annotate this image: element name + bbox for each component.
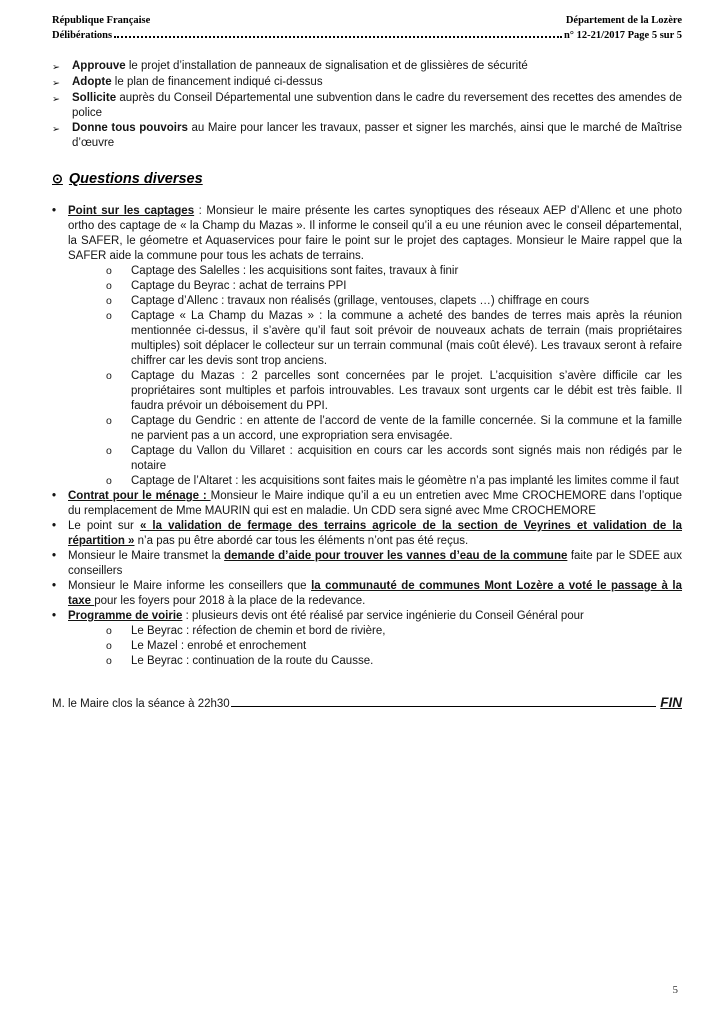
decision-item	[52, 91, 682, 121]
signature-line	[231, 705, 657, 707]
sub-item	[104, 639, 682, 654]
text-segment: Le Mazel : enrobé et enrochement	[131, 640, 307, 652]
text-segment: Monsieur le Maire indique qu’il a eu un entretien avec Mme CROCHEMORE dans l’optique du remplacement de Mme MAURIN qui est en maladie. Un CDD sera signé avec Mme CROCHEMORE	[68, 490, 682, 517]
question-item-text	[68, 519, 682, 549]
text-segment: Le Beyrac : continuation de la route du Causse.	[131, 655, 374, 667]
sub-item	[104, 369, 682, 414]
text-segment: n’a pas pu être abordé car tous les éléments n’ont pas été reçus.	[134, 535, 469, 547]
section-heading	[52, 171, 682, 187]
decision-item-text	[72, 75, 682, 90]
text-segment: le plan de financement indiqué ci-dessus	[111, 76, 323, 88]
sub-item-text	[131, 624, 682, 639]
circle-bullet-icon: o	[106, 415, 112, 427]
decision-item	[52, 121, 682, 151]
circled-dot-icon: ⊙	[52, 171, 63, 186]
decision-item	[52, 59, 682, 75]
text-segment: Captage des Salelles : les acquisitions sont faites, travaux à finir	[131, 265, 459, 277]
text-segment: : plusieurs devis ont été réalisé par service ingénierie du Conseil Général pour	[182, 610, 584, 622]
text-segment: pour les foyers pour 2018 à la place de la redevance.	[94, 595, 366, 607]
circle-bullet-icon: o	[106, 640, 112, 652]
sub-item	[104, 279, 682, 294]
arrow-bullet-icon: ➢	[52, 78, 60, 89]
text-segment: Captage du Vallon du Villaret : acquisition en cours car les accords sont signés mais non rédigés par le notaire	[131, 445, 682, 472]
decision-item	[52, 75, 682, 91]
question-item-text	[68, 579, 682, 609]
text-segment: la communauté de communes Mont Lozère a voté le passage à la taxe	[68, 580, 683, 607]
sub-item-text	[131, 294, 682, 309]
text-segment: Donne tous pouvoirs	[72, 122, 188, 134]
header-left: République Française	[52, 15, 151, 26]
text-segment: faite par le SDEE aux conseillers	[68, 550, 682, 577]
dot-bullet-icon: •	[52, 610, 57, 622]
sub-item	[104, 264, 682, 279]
sub-item	[104, 474, 682, 489]
sub-item-text	[131, 414, 682, 444]
text-segment: Captage du Beyrac : achat de terrains PPI	[131, 280, 347, 292]
text-segment: Adopte	[72, 76, 112, 88]
text-segment: Programme de voirie	[68, 610, 183, 622]
text-segment: Contrat pour le ménage :	[68, 490, 211, 502]
text-segment: Monsieur le Maire transmet la	[68, 550, 225, 562]
text-segment: le projet d’installation de panneaux de signalisation et de glissières de sécurité	[125, 60, 528, 72]
sub-item	[104, 309, 682, 369]
sub-item	[104, 294, 682, 309]
text-segment: Approuve	[72, 60, 126, 72]
arrow-bullet-icon: ➢	[52, 62, 60, 73]
text-segment: auprès du Conseil Départemental une subvention dans le cadre du reversement des recettes des amendes de police	[72, 92, 682, 119]
text-segment: Le point sur	[68, 520, 140, 532]
dot-bullet-icon: •	[52, 490, 57, 502]
text-segment: Monsieur le Maire informe les conseillers que	[68, 580, 312, 592]
document-header	[52, 14, 682, 43]
question-item-text	[68, 204, 682, 264]
section-title: Questions diverses	[68, 171, 203, 187]
sub-item-text	[131, 474, 682, 489]
circle-bullet-icon: o	[106, 265, 112, 277]
dotted-leader	[114, 35, 562, 38]
sub-item-text	[131, 444, 682, 474]
text-segment: Captage de l’Altaret : les acquisitions sont faites mais le géomètre n’a pas implanté les limites comme il faut	[131, 475, 679, 487]
circle-bullet-icon: o	[106, 475, 112, 487]
question-item	[52, 489, 682, 519]
circle-bullet-icon: o	[106, 370, 112, 382]
fin-label: FIN	[660, 695, 682, 710]
text-segment: Captage d’Allenc : travaux non réalisés (grillage, ventouses, clapets …) chiffrage en cours	[131, 295, 590, 307]
question-item	[52, 204, 682, 489]
sub-item-text	[131, 639, 682, 654]
page-number: 5	[672, 984, 678, 996]
circle-bullet-icon: o	[106, 295, 112, 307]
dot-bullet-icon: •	[52, 580, 57, 592]
decision-item-text	[72, 91, 682, 121]
header-right: Département de la Lozère	[565, 15, 682, 26]
sub-item	[104, 624, 682, 639]
sub-item	[104, 414, 682, 444]
sub-list	[52, 624, 682, 669]
sub-item-text	[131, 369, 682, 414]
sub-item-text	[131, 654, 682, 669]
closing-line	[52, 695, 682, 712]
question-item	[52, 609, 682, 669]
circle-bullet-icon: o	[106, 655, 112, 667]
sub-item-text	[131, 264, 682, 279]
questions-list	[52, 204, 682, 669]
decision-item-text	[72, 121, 682, 151]
text-segment: Point sur les captages	[68, 205, 195, 217]
dot-bullet-icon: •	[52, 520, 57, 532]
text-segment: : Monsieur le maire présente les cartes synoptiques des réseaux AEP d’Allenc et une photo ortho des captage de « la Champ du Mazas ». Il informe le conseil qu’il a eu une réunion avec le conseil départemental, la SAFER, le géometre et Aquaservices pour faire le point sur le projet des captages. Monsieur le Maire rappel que la SAFER aide la commune pour tous les achats de terrains.	[68, 205, 682, 262]
text-segment: Sollicite	[72, 92, 117, 104]
question-item	[52, 519, 682, 549]
question-item-text	[68, 489, 682, 519]
text-segment: Captage du Gendric : en attente de l’accord de vente de la famille concernée. Si la commune et la famille ne parvient pas a un accord, une expropriation sera envisagée.	[131, 415, 682, 442]
sub-list	[52, 264, 682, 489]
text-segment: « la validation de fermage des terrains agricole de la section de Veyrines et validation de la répartition »	[68, 520, 682, 547]
text-segment: au Maire pour lancer les travaux, passer et signer les marchés, ainsi que le marché de Maîtrise d’œuvre	[72, 122, 682, 149]
question-item-text	[68, 609, 682, 624]
question-item	[52, 579, 682, 609]
question-item	[52, 549, 682, 579]
circle-bullet-icon: o	[106, 625, 112, 637]
arrow-bullet-icon: ➢	[52, 124, 60, 135]
decision-item-text	[72, 59, 682, 74]
question-item-text	[68, 549, 682, 579]
dot-bullet-icon: •	[52, 205, 57, 217]
deliberations-ref: n° 12-21/2017 Page 5 sur 5	[563, 30, 682, 41]
sub-item	[104, 654, 682, 669]
deliberations-label: Délibérations	[52, 30, 113, 41]
text-segment: Le Beyrac : réfection de chemin et bord de rivière,	[131, 625, 386, 637]
closing-text: M. le Maire clos la séance à 22h30	[52, 698, 230, 710]
text-segment: Captage « La Champ du Mazas » : la commune a acheté des bandes de terres mais après la réunion mentionnée ci-dessus, il s’avère qu’il faut soit prévoir de nouveaux achats de terrain (mais propriétaires multiples) soit déplacer le collecteur sur un terrain communal (mais coût élevé). Les travaux seront à refaire chiffrer car les devis sont trop anciens.	[131, 310, 682, 367]
sub-item-text	[131, 309, 682, 369]
circle-bullet-icon: o	[106, 310, 112, 322]
dot-bullet-icon: •	[52, 550, 57, 562]
text-segment: Captage du Mazas : 2 parcelles sont concernées par le projet. L’acquisition s’avère difficile car les propriétaires sont multiples et parfois introuvables. Les travaux sont urgents car le débit est très faible. Il faudra prévoir un déboisement du PPI.	[131, 370, 682, 412]
arrow-bullet-icon: ➢	[52, 94, 60, 105]
circle-bullet-icon: o	[106, 280, 112, 292]
sub-item	[104, 444, 682, 474]
decision-list	[52, 59, 682, 151]
sub-item-text	[131, 279, 682, 294]
text-segment: demande d’aide pour trouver les vannes d’eau de la commune	[224, 550, 568, 562]
circle-bullet-icon: o	[106, 445, 112, 457]
